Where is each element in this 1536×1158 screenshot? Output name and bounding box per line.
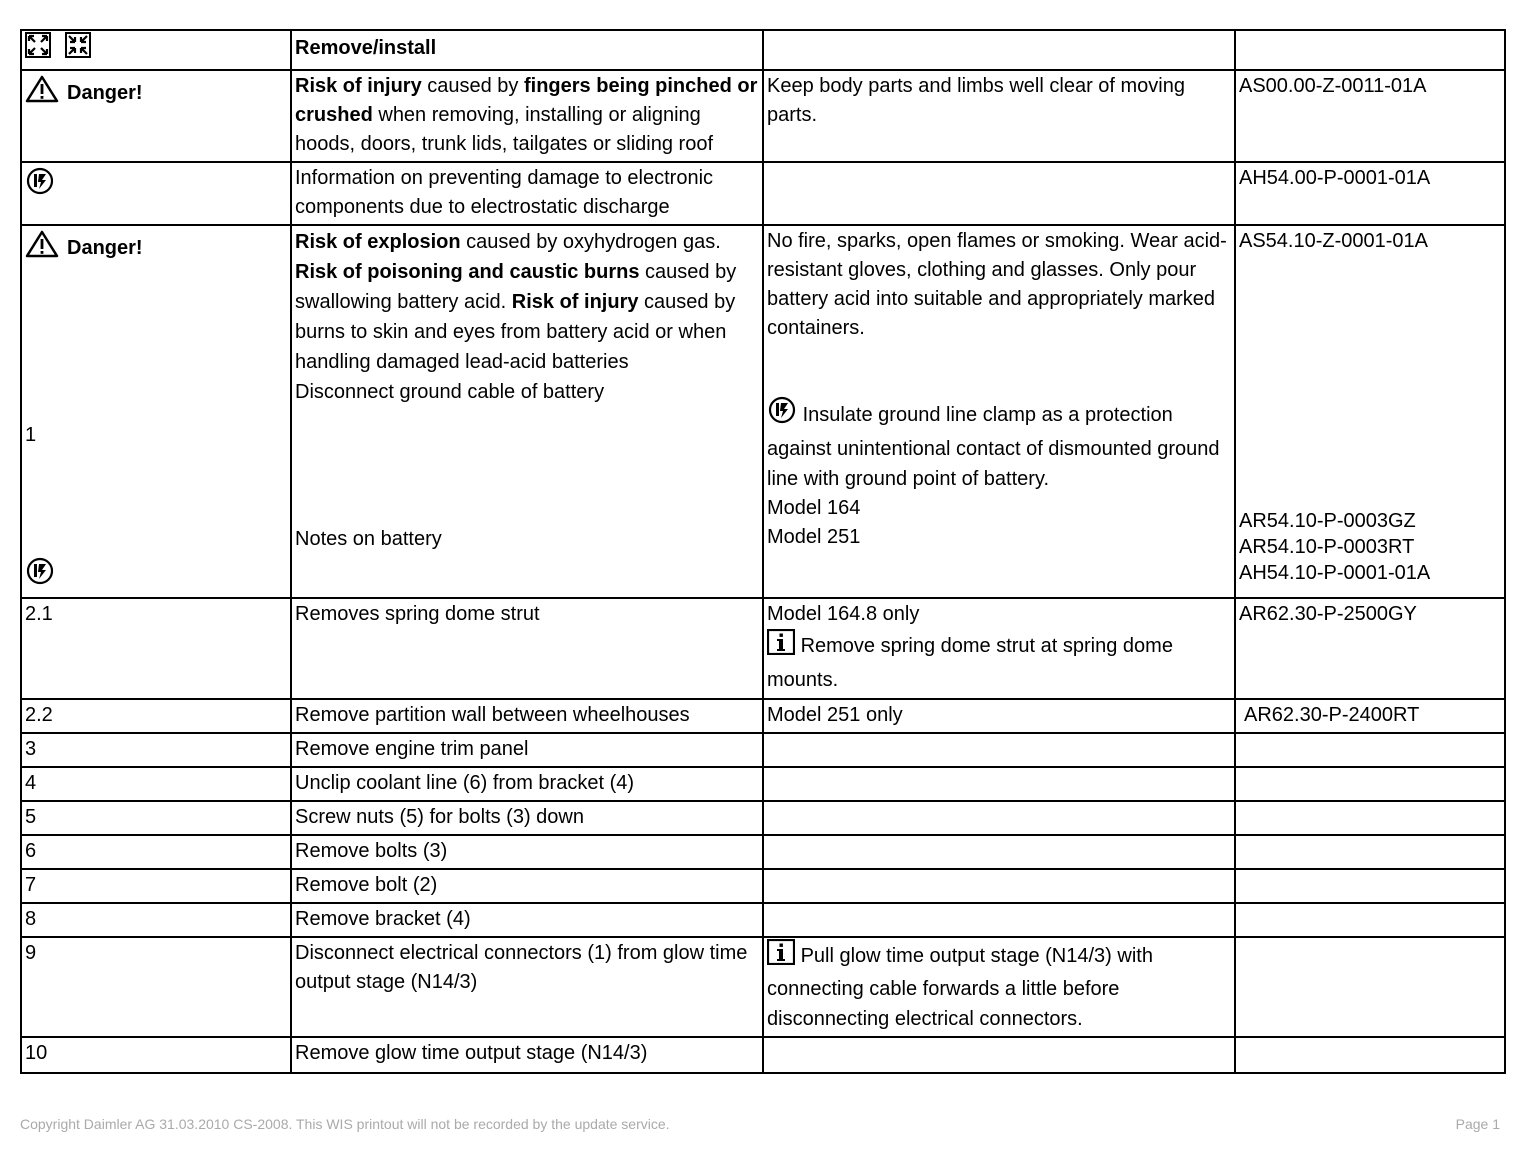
step-text: Remove bolt (2) [291, 869, 763, 903]
step-ref-link[interactable]: AR62.30-P-2400RT [1235, 699, 1505, 733]
step-text: Remove engine trim panel [291, 733, 763, 767]
step-ref-cell [1235, 869, 1505, 903]
model-164: Model 164 [767, 497, 861, 519]
step-number: 8 [21, 903, 291, 937]
table-row [21, 835, 1505, 869]
step-number: 10 [21, 1037, 291, 1073]
step-ref-cell [1235, 801, 1505, 835]
step-text: Remove bolts (3) [291, 835, 763, 869]
danger-note: No fire, sparks, open flames or smoking. Wear acid-resistant gloves, clothing and glasses. Only pour battery acid into suitable and appropriately marked containers. [767, 230, 1227, 339]
footer-copyright: Copyright Daimler AG 31.03.2010 CS-2008. This WIS printout will not be recorded by the update service. [20, 1116, 670, 1132]
danger-row-injury [21, 70, 1505, 162]
procedure-table [20, 29, 1506, 1074]
step-text: Removes spring dome strut [291, 598, 763, 699]
risk-normal: when removing, installing or aligning hoods, doors, trunk lids, tailgates or sliding roof [295, 104, 713, 155]
step-note: Keep body parts and limbs well clear of moving parts. [763, 70, 1235, 162]
step-note [763, 937, 1235, 1037]
step-ref-link[interactable]: AS54.10-Z-0001-01A [1239, 230, 1429, 252]
header-empty-ref [1235, 30, 1505, 70]
step-note-text: Remove spring dome strut at spring dome mounts. [767, 635, 1173, 691]
header-title: Remove/install [291, 30, 763, 70]
table-row [21, 1037, 1505, 1073]
header-empty-note [763, 30, 1235, 70]
step-1-note [767, 395, 1230, 494]
step-number: 1 [25, 424, 37, 446]
step-note [763, 869, 1235, 903]
step-number: 3 [21, 733, 291, 767]
footer-page-number: Page 1 [1455, 1116, 1500, 1132]
step-text: Information on preventing damage to electronic components due to electrostatic discharge [291, 162, 763, 225]
step-ref-cell [1235, 835, 1505, 869]
esd-caution-icon [25, 166, 55, 205]
risk-bold: Risk of injury [295, 75, 422, 97]
table-row [21, 598, 1505, 699]
step-note [763, 767, 1235, 801]
risk-bold: Risk of explosion [295, 231, 461, 253]
step-note-text: Pull glow time output stage (N14/3) with connecting cable forwards a little before disconnecting electrical connectors. [767, 945, 1153, 1030]
step-ref-link[interactable]: AR62.30-P-2500GY [1235, 598, 1505, 699]
step-note [763, 733, 1235, 767]
expand-arrows-icon[interactable] [25, 32, 51, 67]
step-number: 4 [21, 767, 291, 801]
risk-bold: fingers being pinched or crushed [295, 75, 758, 126]
step-text: Remove bracket (4) [291, 903, 763, 937]
step-ref-cell [1235, 767, 1505, 801]
esd-info-row [21, 162, 1505, 225]
step-number: 5 [21, 801, 291, 835]
warning-triangle-icon [25, 230, 59, 267]
step-1-note-text: Insulate ground line clamp as a protection against unintentional contact of dismounted ground line with ground point of battery. [767, 404, 1220, 490]
step-text: Disconnect electrical connectors (1) from glow time output stage (N14/3) [291, 937, 763, 1037]
step-ref-cell [1235, 1037, 1505, 1073]
step-number: 9 [21, 937, 291, 1037]
signal-cell [21, 162, 291, 225]
table-row [21, 903, 1505, 937]
table-row [21, 767, 1505, 801]
model-note: Model 164.8 only [767, 603, 920, 625]
info-icon [767, 939, 795, 974]
step-note [763, 835, 1235, 869]
esd-caution-icon [767, 395, 797, 434]
esd-caution-icon [25, 556, 55, 595]
risk-bold: Risk of poisoning and caustic burns [295, 261, 640, 283]
step-note: Model 251 only [763, 699, 1235, 733]
header-icons-cell [21, 30, 291, 70]
risk-normal: caused by [421, 75, 524, 97]
step-ref-cell [1235, 903, 1505, 937]
step-note [763, 162, 1235, 225]
risk-bold: Risk of injury [511, 291, 639, 313]
warning-triangle-icon [25, 75, 59, 112]
step-1-text: Disconnect ground cable of battery [295, 381, 605, 403]
step-number: 7 [21, 869, 291, 903]
step-ref-link[interactable]: AS00.00-Z-0011-01A [1235, 70, 1505, 162]
signal-cell [21, 70, 291, 162]
step-text [291, 70, 763, 162]
battery-danger-text [295, 227, 758, 377]
step-text: Screw nuts (5) for bolts (3) down [291, 801, 763, 835]
danger-label: Danger! [67, 237, 143, 259]
step-number: 2.2 [21, 699, 291, 733]
table-row [21, 733, 1505, 767]
step-ref-cell [1235, 225, 1505, 598]
step-ref-link[interactable]: AH54.00-P-0001-01A [1235, 162, 1505, 225]
danger-label: Danger! [67, 82, 143, 104]
step-ref-cell [1235, 733, 1505, 767]
step-ref-link[interactable]: AR54.10-P-0003RT [1239, 536, 1415, 558]
risk-normal: caused by burns to skin and eyes from battery acid or when handling damaged lead-acid batteries [295, 291, 736, 373]
step-note [763, 225, 1235, 598]
battery-row [21, 225, 1505, 598]
step-text [291, 225, 763, 598]
step-note [763, 598, 1235, 699]
table-row [21, 937, 1505, 1037]
step-text: Remove partition wall between wheelhouses [291, 699, 763, 733]
header-row [21, 30, 1505, 70]
model-251: Model 251 [767, 526, 861, 548]
signal-cell [21, 225, 291, 598]
step-ref-link[interactable]: AH54.10-P-0001-01A [1239, 562, 1431, 584]
step-text: Unclip coolant line (6) from bracket (4) [291, 767, 763, 801]
step-note [763, 903, 1235, 937]
step-ref-link[interactable]: AR54.10-P-0003GZ [1239, 510, 1416, 532]
step-note [763, 801, 1235, 835]
step-note [763, 1037, 1235, 1073]
step-number: 2.1 [21, 598, 291, 699]
table-row [21, 869, 1505, 903]
table-row [21, 801, 1505, 835]
risk-normal: caused by swallowing battery acid. [295, 261, 737, 313]
step-text: Remove glow time output stage (N14/3) [291, 1037, 763, 1073]
table-row [21, 699, 1505, 733]
step-number: 6 [21, 835, 291, 869]
notes-on-battery: Notes on battery [295, 528, 442, 550]
step-ref-cell [1235, 937, 1505, 1037]
info-icon [767, 629, 795, 665]
risk-normal: caused by oxyhydrogen gas. [460, 231, 721, 253]
collapse-arrows-icon[interactable] [65, 32, 91, 67]
